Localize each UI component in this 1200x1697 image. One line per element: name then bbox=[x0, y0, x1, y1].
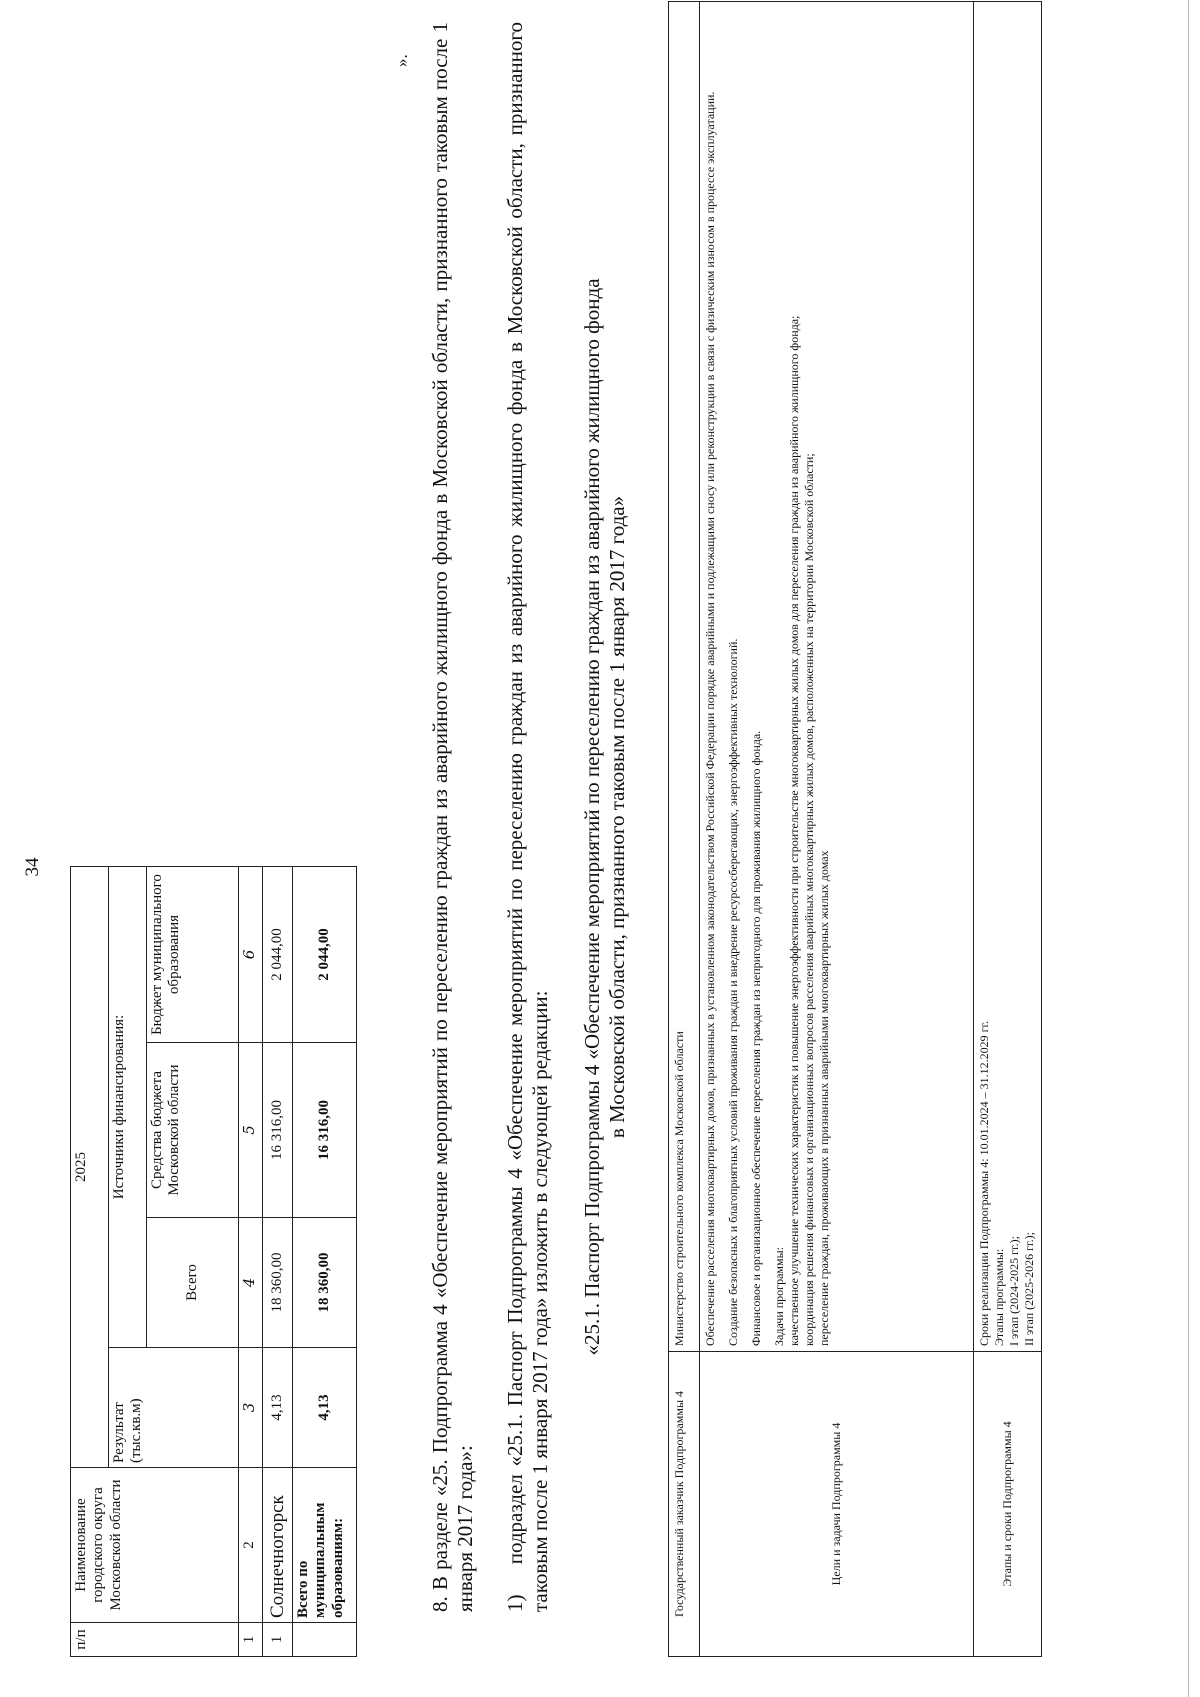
total-result: 4,13 bbox=[293, 1348, 357, 1468]
passport-heading-line1: «25.1. Паспорт Подпрограммы 4 «Обеспечение мероприятий по переселению граждан из аварийного жилищного фонда bbox=[580, 278, 604, 1356]
header-sources: Источники финансирования: bbox=[109, 867, 147, 1348]
index-cell: 2 bbox=[239, 1468, 263, 1623]
stages-value bbox=[974, 2, 1042, 1352]
passport-table-wrapper bbox=[668, 1, 1042, 1657]
passport-heading-line2: в Московской области, признанного таковым после 1 января 2017 года» bbox=[605, 495, 630, 1139]
total-municipal: 2 044,00 bbox=[293, 867, 357, 1043]
header-name: Наименование городского округа Московской области bbox=[71, 1468, 239, 1623]
row-total: 18 360,00 bbox=[263, 1218, 293, 1348]
paragraph-1-text: подраздел «25.1. Паспорт Подпрограммы 4 «Обеспечение мероприятий по переселению граждан из аварийного жилищного фонда в Московской области, признанного таковым после 1 января 2017 года» изложить в следующей редакции: bbox=[503, 21, 553, 1612]
page-number: 34 bbox=[22, 857, 43, 877]
row-municipal: 2 044,00 bbox=[263, 867, 293, 1043]
stages-label: Этапы и сроки Подпрограммы 4 bbox=[974, 1352, 1042, 1657]
table-row bbox=[669, 2, 700, 1657]
goal-item: Обеспечение расселения многоквартирных домов, признанных в установленном законодательством Российской Федерации порядке аварийными и подлежащими сносу или реконструкции в связи с физическим износом в процессе эксплуатации. bbox=[703, 91, 717, 1346]
header-municipal: Бюджет муниципального образования bbox=[147, 867, 239, 1043]
header-year: 2025 bbox=[71, 867, 109, 1468]
goals-label: Цели и задачи Подпрограммы 4 bbox=[700, 1352, 974, 1657]
index-cell: 5 bbox=[239, 1043, 263, 1218]
closing-quote: ». bbox=[392, 54, 411, 67]
table-row bbox=[700, 2, 974, 1657]
stage-item: II этап (2025-2026 гг.); bbox=[1022, 1232, 1036, 1346]
customer-value: Министерство строительного комплекса Московской области bbox=[669, 2, 700, 1352]
row-num: 1 bbox=[263, 1623, 293, 1657]
index-cell: 1 bbox=[239, 1623, 263, 1657]
header-total: Всего bbox=[147, 1218, 239, 1348]
financing-table-wrapper bbox=[70, 866, 357, 1657]
total-num-empty bbox=[293, 1623, 357, 1657]
header-regional: Средства бюджета Московской области bbox=[147, 1043, 239, 1218]
passport-heading bbox=[580, 47, 630, 1587]
index-cell: 3 bbox=[239, 1348, 263, 1468]
customer-label: Государственный заказчик Подпрограммы 4 bbox=[669, 1352, 700, 1657]
paragraph-8-text: 8. В разделе «25. Подпрограмма 4 «Обеспечение мероприятий по переселению граждан из аварийного жилищного фонда в Московской области, признанного таковым после 1 января 2017 года»: bbox=[428, 22, 478, 1612]
tasks-title: Задачи программы: bbox=[772, 1247, 786, 1346]
header-result: Результат (тыс.кв.м) bbox=[109, 1348, 239, 1468]
paragraph-1-number: 1) bbox=[503, 1594, 527, 1612]
goal-item: Финансовое и организационное обеспечение переселения граждан из непригодного для проживания жилищного фонда. bbox=[749, 730, 763, 1346]
table-row bbox=[974, 2, 1042, 1657]
total-row bbox=[293, 867, 357, 1657]
row-name: Солнечногорск bbox=[263, 1468, 293, 1623]
task-item: качественное улучшение технических характеристик и повышение энергоэффективности при строительстве многоквартирных жилых домов для переселения граждан из аварийного жилищного фонда; bbox=[787, 315, 801, 1346]
stage-item: I этап (2024-2025 гг.); bbox=[1007, 1236, 1021, 1346]
row-result: 4,13 bbox=[263, 1348, 293, 1468]
row-regional: 16 316,00 bbox=[263, 1043, 293, 1218]
financing-table bbox=[70, 866, 357, 1657]
paragraph-1 bbox=[503, 22, 553, 1612]
passport-table bbox=[668, 1, 1042, 1657]
goal-item: Создание безопасных и благоприятных условий проживания граждан и внедрение ресурсосберегающих, энергоэффективных технологий. bbox=[726, 638, 740, 1346]
task-item: координация решения финансовых и организационных вопросов расселения аварийных многоквартирных жилых домов, расположенных на территории Московской области; bbox=[802, 453, 816, 1346]
stage-item: Сроки реализации Подпрограммы 4: 10.01.2024 – 31.12.2029 гг. bbox=[977, 1020, 991, 1346]
total-regional: 16 316,00 bbox=[293, 1043, 357, 1218]
task-item: переселение граждан, проживающих в признанных аварийными многоквартирных жилых домах bbox=[817, 850, 831, 1346]
header-num: п/п bbox=[71, 1623, 239, 1657]
total-total: 18 360,00 bbox=[293, 1218, 357, 1348]
stage-item: Этапы программы: bbox=[992, 1248, 1006, 1346]
total-name: Всего по муниципальным образованиям: bbox=[293, 1468, 357, 1623]
scan-edge-line bbox=[1188, 0, 1189, 1697]
table-row bbox=[263, 867, 293, 1657]
index-cell: 6 bbox=[239, 867, 263, 1043]
goals-value bbox=[700, 2, 974, 1352]
paragraph-8 bbox=[428, 22, 478, 1612]
index-cell: 4 bbox=[239, 1218, 263, 1348]
